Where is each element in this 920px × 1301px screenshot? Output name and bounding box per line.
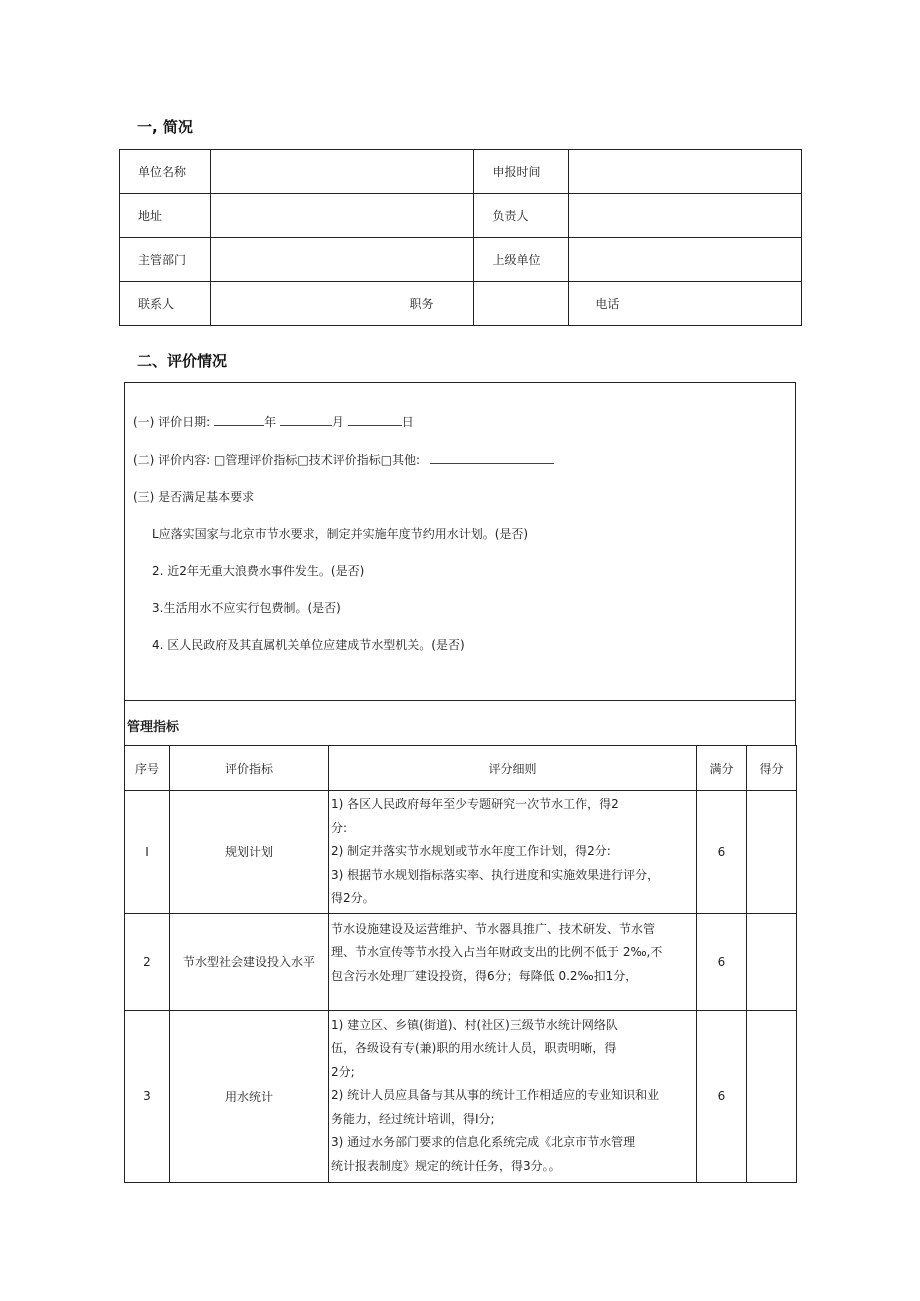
- detail-line: 1) 建立区、乡镇(街道)、村(社区)三级节水统计网络队: [331, 1017, 618, 1032]
- col-header-detail: 评分细则: [329, 746, 697, 791]
- evaluation-box: [124, 382, 796, 700]
- table-row: [120, 150, 802, 194]
- scoring-detail: [329, 791, 697, 914]
- year-label: 年: [264, 415, 277, 429]
- superior-unit-field[interactable]: [569, 238, 802, 282]
- col-header-no: 序号: [125, 746, 170, 791]
- indicator-name: 规划计划: [170, 791, 329, 914]
- other-blank[interactable]: [430, 452, 554, 464]
- month-blank[interactable]: [280, 414, 332, 426]
- department-label: 主管部门: [120, 238, 211, 282]
- table-row: [125, 791, 797, 914]
- detail-line: 节水设施建设及运营维护、节水器具推广、技术研发、节水管: [331, 921, 656, 936]
- date-line: [133, 413, 414, 430]
- unit-name-field[interactable]: [210, 150, 474, 194]
- management-table: [124, 745, 797, 1183]
- report-time-label: 申报时间: [474, 150, 569, 194]
- address-field[interactable]: [210, 194, 474, 238]
- detail-line: 2分;: [331, 1064, 355, 1079]
- requirement-item: 2. 近2年无重大浪费水事件发生。(是否): [152, 564, 365, 578]
- basic-info-table: [119, 149, 802, 326]
- phone-label: 电话: [595, 297, 620, 311]
- detail-line: 分:: [331, 820, 348, 835]
- department-field[interactable]: [210, 238, 474, 282]
- position-label: 职务: [409, 297, 434, 311]
- row-number: 2: [125, 913, 170, 1010]
- scoring-detail: [329, 1010, 697, 1182]
- requirement-item: 3.生活用水不应实行包费制。(是否): [152, 601, 341, 615]
- section2-heading: 二、评价情况: [137, 352, 228, 370]
- score-field[interactable]: [747, 913, 797, 1010]
- management-title-box: [124, 700, 796, 746]
- row-number: 3: [125, 1010, 170, 1182]
- full-score: 6: [697, 913, 747, 1010]
- detail-line: 3) 根据节水规划指标落实率、执行进度和实施效果进行评分，: [331, 867, 660, 882]
- col-header-score: 得分: [747, 746, 797, 791]
- detail-line: 理、节水宣传等节水投入占当年财政支出的比例不低于 2‰,不: [331, 945, 663, 959]
- requirements-title: (三) 是否满足基本要求: [133, 490, 255, 504]
- detail-line: 1) 各区人民政府每年至少专题研究一次节水工作，得2: [331, 797, 619, 811]
- person-in-charge-field[interactable]: [569, 194, 802, 238]
- contact-field[interactable]: [210, 282, 474, 326]
- col-header-full: 满分: [697, 746, 747, 791]
- indicator-name: 节水型社会建设投入水平: [170, 913, 329, 1010]
- superior-unit-label: 上级单位: [474, 238, 569, 282]
- detail-line: 伍，各级设有专(兼)职的用水统计人员，职责明晰，得: [331, 1041, 617, 1056]
- full-score: 6: [697, 791, 747, 914]
- requirement-item: 4. 区人民政府及其直属机关单位应建成节水型机关。(是否): [152, 638, 465, 652]
- detail-line: 3) 通过水务部门要求的信息化系统完成《北京市节水管理: [331, 1135, 636, 1150]
- contact-label: 联系人: [120, 282, 211, 326]
- day-blank[interactable]: [348, 414, 402, 426]
- date-prefix: (一) 评价日期:: [133, 415, 211, 429]
- scoring-detail: [329, 913, 697, 1010]
- content-line: [133, 451, 554, 468]
- table-row: [120, 194, 802, 238]
- content-options[interactable]: (二) 评价内容: □管理评价指标□技术评价指标□其他:: [133, 453, 421, 467]
- detail-line: 2) 统计人员应具备与其从事的统计工作相适应的专业知识和业: [331, 1088, 660, 1103]
- requirement-item: L应落实国家与北京市节水要求，制定并实施年度节约用水计划。(是否): [152, 527, 529, 541]
- detail-line: 务能力，经过统计培训，得I分;: [331, 1111, 495, 1126]
- person-in-charge-label: 负责人: [474, 194, 569, 238]
- table-row: [120, 238, 802, 282]
- year-blank[interactable]: [214, 414, 264, 426]
- unit-name-label: 单位名称: [120, 150, 211, 194]
- position-field[interactable]: [474, 282, 569, 326]
- table-row: [120, 282, 802, 326]
- table-row: [125, 913, 797, 1010]
- col-header-indicator: 评价指标: [170, 746, 329, 791]
- detail-line: 统计报表制度》规定的统计任务，得3分。。: [331, 1158, 561, 1173]
- score-field[interactable]: [747, 791, 797, 914]
- month-label: 月: [331, 415, 344, 429]
- day-label: 日: [401, 415, 414, 429]
- table-row: [125, 1010, 797, 1182]
- section1-heading: 一, 简况: [137, 118, 193, 136]
- report-time-field[interactable]: [569, 150, 802, 194]
- management-title: 管理指标: [127, 720, 180, 735]
- detail-line: 包含污水处理厂建设投资，得6分；每降低 0.2‰扣1分，: [331, 968, 638, 983]
- detail-line: 得2分。: [331, 891, 375, 905]
- phone-field[interactable]: [569, 282, 802, 326]
- address-label: 地址: [120, 194, 211, 238]
- row-number: I: [125, 791, 170, 914]
- indicator-name: 用水统计: [170, 1010, 329, 1182]
- table-header-row: [125, 746, 797, 791]
- detail-line: 2) 制定并落实节水规划或节水年度工作计划，得2分:: [331, 844, 611, 858]
- score-field[interactable]: [747, 1010, 797, 1182]
- full-score: 6: [697, 1010, 747, 1182]
